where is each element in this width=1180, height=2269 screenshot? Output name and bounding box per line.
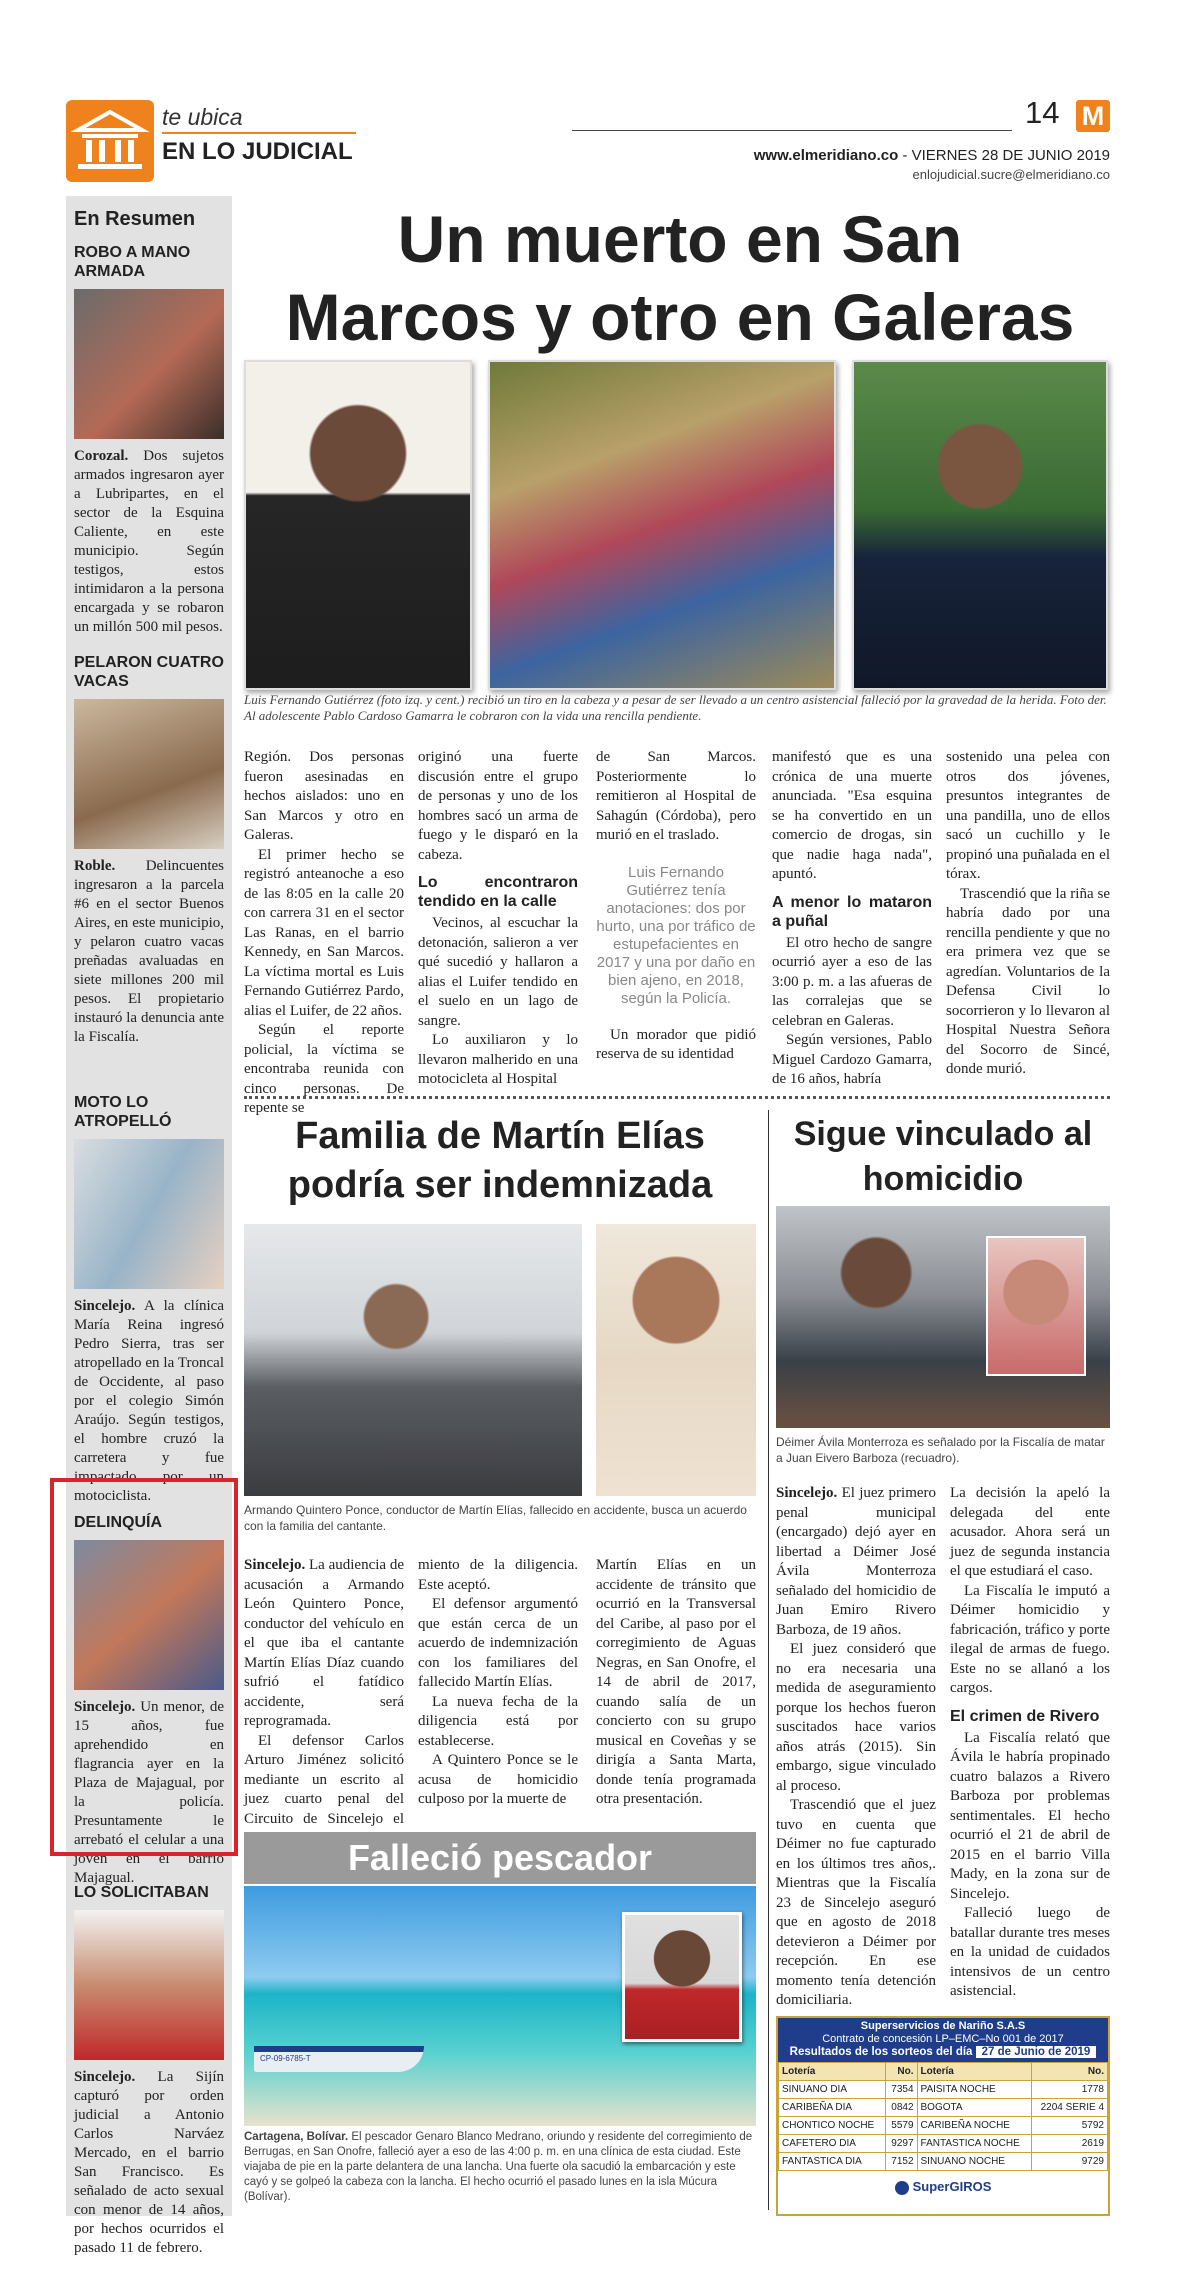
lottery-row: SINUANO DIA 7354 PAISITA NOCHE 1778: [779, 2081, 1108, 2099]
lottery-results: Resultados de los sorteos del día 27 de Junio de 2019: [778, 2046, 1108, 2059]
story4-headline: Falleció pescador: [347, 1837, 653, 1878]
victim-inset: [986, 1236, 1086, 1376]
brief-heading: DELINQUÍA: [74, 1514, 162, 1531]
lottery-table: [778, 2062, 1108, 2171]
brief-solicitaban: [74, 1883, 224, 2258]
brief-heading: ROBO A MANO ARMADA: [74, 244, 191, 280]
subhead: A menor lo mataron a puñal: [772, 893, 932, 930]
section-tagline: te ubica: [162, 104, 243, 130]
story2-col-3: Martín Elías en un accidente de tránsito que ocurrió en la Transversal del Caribe, al paso por el corregimiento de Aguas Negras, en San Onofre, el 14 de abril de 2017, cuando salía de un concierto con su grupo musical en Coveñas y se dirigía a Santa Marta, donde tenía programada otra presentación.: [596, 1557, 756, 1807]
lottery-date: 27 de Junio de 2019: [976, 2046, 1097, 2058]
story3-col-1: Sincelejo. El juez primero penal municipal (encargado) dejó ayer en libertad a Déimer José Ávila Monterroza señalado del homicidio de Juan Emiro Rivero Barboza, de 19 años. El juez consideró que no era necesaria una medida de aseguramiento porque los hechos fueron suscitados hace varios años atrás (2015). Sin embargo, sigue vinculado al proceso. Trascendió que el juez tuvo en cuenta que Déimer no fue capturado en los últimos tres años,. Mientras que la Fiscalía 23 de Sincelejo aseguró que en agosto de 2018 detevieron a Déimer por recepción. En ese momento tenía detención domiciliaria.: [776, 1485, 937, 2008]
brief-photo: [74, 1139, 224, 1289]
photo-beach: [244, 1886, 756, 2126]
photo-victim-portrait: [244, 360, 472, 690]
dateline: [754, 147, 1110, 164]
brief-photo: [74, 1910, 224, 2060]
brief-heading: LO SOLICITABAN: [74, 1884, 209, 1901]
lottery-row: CARIBEÑA DIA 0842 BOGOTA 2204 SERIE 4: [779, 2099, 1108, 2117]
contact-email[interactable]: enlojudicial.sucre@elmeridiano.co: [912, 167, 1110, 182]
supergiros-logo: SuperGIROS: [778, 2179, 1108, 2195]
brand-logo-letter: M: [1081, 101, 1105, 131]
brief-text: Sincelejo. La Sijín capturó por orden judicial a Antonio Carlos Narváez Mercado, en el barrio San Francisco. Es señalado de acto sexual con menor de 14 años, por hechos ocurridos el pasado 11 de febrero.: [74, 2069, 225, 2256]
photo-victim-scene: [488, 360, 836, 690]
pullquote: Luis Fernando Gutiérrez tenía anotaciones: dos por hurto, una por tráfico de estupefacientes en 2017 y una por daño en bien ajeno, en 2018, según la Policía.: [596, 863, 756, 1007]
lottery-org: Superservicios de Nariño S.A.S: [860, 2020, 1026, 2032]
photo-teen: [852, 360, 1108, 690]
sidebar-panel: [74, 196, 224, 2258]
brief-photo: [74, 289, 224, 439]
column-rule: [768, 1110, 769, 2210]
brand-logo: [1076, 100, 1110, 132]
brief-heading: MOTO LO ATROPELLÓ: [74, 1094, 172, 1130]
sidebar-title: En Resumen: [74, 208, 196, 230]
lottery-row: CAFETERO DIA 9297 FANTASTICA NOCHE 2619: [779, 2135, 1108, 2153]
lottery-header: [778, 2018, 1108, 2062]
brief-heading: PELARON CUATRO VACAS: [74, 654, 224, 690]
story4-banner: [244, 1832, 756, 1884]
website[interactable]: www.elmeridiano.co: [753, 147, 899, 164]
brief-robo: [74, 243, 224, 653]
subhead: Lo encontraron tendido en la calle: [418, 874, 578, 910]
boat-registration: CP-09-6785-T: [260, 2054, 311, 2063]
section-title: EN LO JUDICIAL: [162, 138, 353, 165]
story4-caption: Cartagena, Bolívar. El pescador Genaro Blanco Medrano, oriundo y residente del corregimiento de Berrugas, en San Onofre, falleció ayer a eso de las 4:00 p. m. en una clínica de esta ciudad. Este viajaba de pie en la parte delantera de una lancha. Una fuerte ola sacudió la embarcación y este cayó y se golpeó la cabeza con la lancha. El hecho ocurrió el pasado lunes en la isla Múcura (Bolívar).: [244, 2131, 753, 2203]
brief-text: Roble. Delincuentes ingresaron a la parcela #6 en el sector Buenos Aires, en este municipio, y pelaron cuatro vacas preñadas avaluadas en siete millones 200 mil pesos. El propietario instauró la denuncia ante la Fiscalía.: [74, 858, 224, 1045]
story3-caption: Déimer Ávila Monterroza es señalado por la Fiscalía de matar a Juan Eivero Barboza (recuadro).: [776, 1435, 1105, 1465]
story2-caption: Armando Quintero Ponce, conductor de Martín Elías, fallecido en accidente, busca un acuerdo con la familia del cantante.: [244, 1503, 747, 1533]
story3-headline: Sigue vinculado al homicidio: [793, 1115, 1093, 1198]
story2-headline: Familia de Martín Elías podría ser indemnizada: [287, 1115, 713, 1206]
page-number: 14: [1025, 95, 1060, 130]
section-logo: [66, 100, 154, 182]
header-rule: [572, 130, 1012, 131]
brief-photo: [74, 699, 224, 849]
main-caption: Luis Fernando Gutiérrez (foto izq. y cent.) recibió un tiro en la cabeza y a pesar de ser llevado a un centro asistencial falleció por la gravedad de la herida. Foto der. Al adolescente Pablo Cardoso Gamarra le cobraron con la vida una rencilla pendiente.: [244, 692, 1107, 723]
fisherman-inset: [622, 1912, 742, 2042]
photo-driver: [244, 1224, 582, 1496]
lottery-row: FANTASTICA DIA 7152 SINUANO NOCHE 9729: [779, 2153, 1108, 2171]
main-col-2: originó una fuerte discusión entre el grupo de personas y uno de los hombres sacó un arma de fuego y le disparó en la cabeza. Lo encontraron tendido en la calle Vecinos, al escuchar la detonación, salieron a ver qué sucedió y hallaron a alias el Luifer tendido en el suelo en un lago de sangre. Lo auxiliaron y lo llevaron malherido en una motocicleta al Hospital: [418, 749, 578, 1087]
brief-text: Sincelejo. A la clínica María Reina ingresó Pedro Sierra, tras ser atropellado en la Troncal de Occidente, al paso por el colegio Simón Araújo. Según testigos, el hombre cruzó la carretera y fue impactado por un motociclista.: [74, 1298, 224, 1504]
subhead: El crimen de Rivero: [950, 1707, 1100, 1725]
brief-moto: [74, 1093, 224, 1505]
main-col-3: de San Marcos. Posteriormente lo remitieron al Hospital de Sahagún (Córdoba), pero murió en el traslado. Luis Fernando Gutiérrez tenía anotaciones: dos por hurto, una por tráfico de estupefacientes en 2017 y una por daño en bien ajeno, en 2018, según la Policía. Un morador que pidió reserva de su identidad: [596, 749, 756, 1062]
story2-col-1: Sincelejo. La audiencia de acusación a Armando León Quintero Ponce, conductor del vehículo en el que iba el cantante Martín Elías Díaz cuando sufrió el fatídico accidente, será reprogramada. El defensor Carlos Arturo Jiménez solicitó mediante un escrito al juez cuarto penal del Circuito de Sincelejo el: [244, 1557, 404, 1827]
main-col-5: sostenido una pelea con otros dos jóvenes, presuntos integrantes de una pandilla, uno de ellos sacó un cuchillo y le propinó una puñalada en el tórax. Trascendió que la riña se habría dado por una rencilla pendiente y que no era primera vez que se agredían. Voluntarios de la Defensa Civil lo socorrieron y lo llevaron al Hospital Nuestra Señora del Socorro de Sincé, donde murió.: [946, 749, 1110, 1077]
highlight-box: [50, 1478, 238, 1856]
photo-accused: [776, 1206, 1110, 1428]
main-col-4: manifestó que es una crónica de una muerte anunciada. "Esa esquina se ha convertido en un comercio de drogas, sin que nadie haga nada", apuntó. A menor lo mataron a puñal El otro hecho de sangre ocurrió ayer a eso de las 3:00 p. m. a las afueras de las corralejas que se celebran en Galeras. Según versiones, Pablo Miguel Cardozo Gamarra, de 16 años, habría: [772, 749, 932, 1087]
main-col-1: Región. Dos personas fueron asesinadas en hechos aislados: uno en San Marcos y otro en Galeras. El primer hecho se registró anteanoche a eso de las 8:05 en la calle 20 con carrera 31 en el sector Las Ranas, en el barrio Kennedy, en San Marcos. La víctima mortal es Luis Fernando Gutiérrez Pardo, alias el Luifer, de 22 años. Según el reporte policial, la víctima se encontraba reunida con cinco personas. De repente se: [244, 749, 404, 1116]
brief-text: Corozal. Dos sujetos armados ingresaron ayer a Lubripartes, en el sector de la Esquina Caliente, en este municipio. Según testigos, estos intimidaron a la persona encargada y se robaron un millón 500 mil pesos.: [74, 448, 225, 635]
lottery-contract: Contrato de concesión LP–EMC–No 001 de 2017: [822, 2033, 1064, 2045]
lottery-box: [776, 2016, 1110, 2216]
brief-text: Sincelejo. Un menor, de 15 años, fue aprehendido en flagrancia ayer en la Plaza de Majagual, por la policía. Presuntamente le arrebató el celular a una joven en el barrio Majagual.: [74, 1699, 225, 1886]
photo-singer: [596, 1224, 756, 1496]
section-divider: [244, 1096, 1110, 1099]
lottery-row: CHONTICO NOCHE 5579 CARIBEÑA NOCHE 5792: [779, 2117, 1108, 2135]
brief-vacas: [74, 653, 224, 1093]
date: - VIERNES 28 DE JUNIO 2019: [902, 147, 1110, 164]
courthouse-icon: [66, 100, 154, 182]
lottery-header-row: Lotería No. Lotería No.: [779, 2063, 1108, 2081]
story2-col-2: miento de la diligencia. Este aceptó. El defensor argumentó que están cerca de un acuerdo de indemnización con los familiares del fallecido Martín Elías. La nueva fecha de la diligencia está por establecerse. A Quintero Ponce se le acusa de homicidio culposo por la muerte de: [418, 1557, 578, 1807]
main-headline: Un muerto en San Marcos y otro en Galeras: [285, 202, 1075, 354]
section-underline: [162, 132, 356, 134]
supergiros-icon: [895, 2181, 909, 2195]
story3-col-2: La decisión la apeló la delegada del ente acusador. Ahora será un juez de segunda instancia el que estudiará el caso. La Fiscalía le imputó a Déimer homicidio y fabricación, tráfico y porte ilegal de armas de fuego. Este no se allanó a los cargos. El crimen de Rivero La Fiscalía relató que Ávila le habría propinado cuatro balazos a Rivero Barboza por problemas sentimentales. El hecho ocurrió el 21 de abril de 2015 en el barrio Villa Mady, en la zona sur de Sincelejo. Falleció luego de batallar durante tres meses en la unidad de cuidados intensivos de un centro asistencial.: [950, 1485, 1110, 1999]
